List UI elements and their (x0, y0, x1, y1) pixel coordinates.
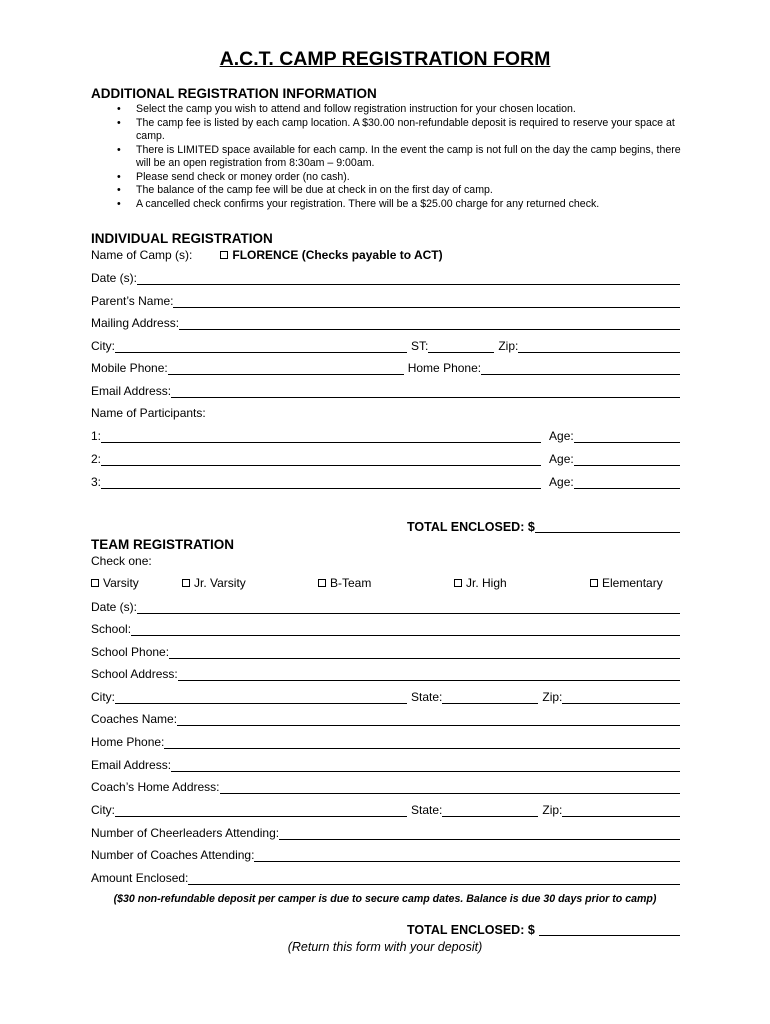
individual-total-row (407, 520, 680, 534)
coach-state-field[interactable] (442, 804, 538, 817)
team-home-phone-field[interactable] (164, 736, 680, 749)
participants-row (91, 405, 680, 421)
check-one-row (91, 553, 680, 569)
coach-city-label: City: (91, 803, 115, 817)
individual-registration-heading: INDIVIDUAL REGISTRATION (91, 231, 273, 246)
age-3-field[interactable] (574, 476, 680, 489)
team-home-phone-row (91, 734, 680, 750)
school-address-row (91, 666, 680, 682)
coaches-count-label: Number of Coaches Attending: (91, 848, 255, 862)
team-state-field[interactable] (442, 691, 538, 704)
school-address-label: School Address: (91, 667, 178, 681)
participant-row (91, 428, 680, 444)
school-phone-row (91, 644, 680, 660)
team-total-row (407, 923, 680, 937)
city-row (91, 338, 680, 354)
team-registration-heading: TEAM REGISTRATION (91, 537, 234, 552)
city-label: City: (91, 339, 115, 353)
team-total-field[interactable] (539, 923, 680, 936)
coaches-name-row (91, 711, 680, 727)
mailing-address-field[interactable] (179, 317, 680, 330)
coach-city-row (91, 802, 680, 818)
dates-label: Date (s): (91, 271, 138, 285)
coach-city-field[interactable] (115, 804, 407, 817)
jr-varsity-checkbox[interactable] (182, 575, 246, 591)
amount-field[interactable] (188, 872, 680, 885)
additional-info-heading: ADDITIONAL REGISTRATION INFORMATION (91, 86, 377, 101)
jr-varsity-label: Jr. Varsity (194, 576, 246, 590)
dates-row (91, 270, 680, 286)
team-dates-row (91, 599, 680, 615)
school-address-field[interactable] (178, 668, 680, 681)
participant-3-label: 3: (91, 475, 102, 489)
age-1-field[interactable] (574, 430, 680, 443)
individual-total-label: TOTAL ENCLOSED: $ (407, 520, 535, 534)
team-total-label: TOTAL ENCLOSED: $ (407, 923, 535, 937)
school-label: School: (91, 622, 132, 636)
checkbox-icon (91, 579, 99, 587)
elementary-label: Elementary (602, 576, 663, 590)
participants-label: Name of Participants: (91, 406, 206, 420)
coaches-name-label: Coaches Name: (91, 712, 178, 726)
checkbox-icon (318, 579, 326, 587)
participant-2-label: 2: (91, 452, 102, 466)
mobile-phone-label: Mobile Phone: (91, 361, 168, 375)
school-phone-label: School Phone: (91, 645, 170, 659)
email-label: Email Address: (91, 384, 172, 398)
individual-total-field[interactable] (535, 520, 680, 533)
checkbox-icon (454, 579, 462, 587)
b-team-checkbox[interactable] (318, 575, 371, 591)
age-label: Age: (549, 452, 574, 466)
info-bullet: • Please send check or money order (no cash). (91, 171, 681, 185)
school-row (91, 621, 680, 637)
participant-1-field[interactable] (101, 430, 541, 443)
florence-checkbox[interactable] (220, 247, 442, 263)
checkbox-icon (590, 579, 598, 587)
school-phone-field[interactable] (169, 646, 680, 659)
participant-row (91, 451, 680, 467)
age-label: Age: (549, 429, 574, 443)
form-title: A.C.T. CAMP REGISTRATION FORM (219, 48, 551, 70)
mobile-phone-field[interactable] (168, 362, 404, 375)
info-bullet: • A cancelled check confirms your registration. There will be a $25.00 charge for any returned check. (91, 198, 681, 212)
varsity-checkbox[interactable] (91, 575, 139, 591)
coach-home-address-row (91, 779, 680, 795)
coaches-count-row (91, 847, 680, 863)
info-bullet: • There is LIMITED space available for each camp. In the event the camp is not full on the day the camp begins, there will be an open registration from 8:30am – 9:00am. (91, 144, 681, 171)
mailing-address-label: Mailing Address: (91, 316, 180, 330)
team-city-label: City: (91, 690, 115, 704)
state-field[interactable] (428, 340, 494, 353)
coach-home-address-field[interactable] (220, 781, 680, 794)
cheerleaders-field[interactable] (279, 827, 680, 840)
camp-name-label: Name of Camp (s): (91, 248, 193, 262)
school-field[interactable] (131, 623, 680, 636)
b-team-label: B-Team (330, 576, 372, 590)
coaches-name-field[interactable] (177, 713, 680, 726)
home-phone-label: Home Phone: (407, 361, 482, 375)
varsity-label: Varsity (103, 576, 139, 590)
dates-field[interactable] (137, 272, 680, 285)
checkbox-icon (182, 579, 190, 587)
check-one-label: Check one: (91, 554, 152, 568)
team-zip-label: Zip: (542, 690, 563, 704)
team-email-label: Email Address: (91, 758, 172, 772)
email-field[interactable] (171, 385, 680, 398)
participant-row (91, 474, 680, 490)
age-label: Age: (549, 475, 574, 489)
coach-zip-field[interactable] (562, 804, 680, 817)
info-bullet: • Select the camp you wish to attend and follow registration instruction for your chosen location. (91, 103, 681, 117)
jr-high-label: Jr. High (466, 576, 507, 590)
elementary-checkbox[interactable] (590, 575, 663, 591)
coach-state-label: State: (411, 803, 443, 817)
state-label: ST: (411, 339, 429, 353)
team-home-phone-label: Home Phone: (91, 735, 165, 749)
amount-label: Amount Enclosed: (91, 871, 189, 885)
deposit-note: ($30 non-refundable deposit per camper is due to secure camp dates. Balance is due 30 days prior to camp) (113, 893, 657, 905)
team-city-row (91, 689, 680, 705)
camp-name-row (91, 247, 680, 263)
info-bullet: • The balance of the camp fee will be due at check in on the first day of camp. (91, 184, 681, 198)
info-bullet: • The camp fee is listed by each camp location. A $30.00 non-refundable deposit is required to reserve your space at camp. (91, 117, 681, 144)
participant-2-field[interactable] (101, 453, 541, 466)
participant-3-field[interactable] (101, 476, 541, 489)
coach-home-address-label: Coach’s Home Address: (91, 780, 220, 794)
zip-field[interactable] (518, 340, 680, 353)
team-email-row (91, 757, 680, 773)
home-phone-field[interactable] (481, 362, 680, 375)
cheerleaders-label: Number of Cheerleaders Attending: (91, 826, 280, 840)
parent-name-label: Parent’s Name: (91, 294, 174, 308)
team-dates-label: Date (s): (91, 600, 138, 614)
cheerleaders-row (91, 825, 680, 841)
age-2-field[interactable] (574, 453, 680, 466)
parent-row (91, 293, 680, 309)
additional-info-list (91, 103, 681, 211)
team-city-field[interactable] (115, 691, 407, 704)
coaches-count-field[interactable] (254, 849, 680, 862)
phone-row (91, 360, 680, 376)
team-zip-field[interactable] (562, 691, 680, 704)
parent-name-field[interactable] (173, 295, 680, 308)
participant-1-label: 1: (91, 429, 102, 443)
team-dates-field[interactable] (137, 601, 680, 614)
florence-option-label: FLORENCE (Checks payable to ACT) (232, 248, 443, 262)
email-row (91, 383, 680, 399)
zip-label: Zip: (498, 339, 519, 353)
team-state-label: State: (411, 690, 443, 704)
city-field[interactable] (115, 340, 407, 353)
coach-zip-label: Zip: (542, 803, 563, 817)
amount-row (91, 870, 680, 886)
return-note: (Return this form with your deposit) (287, 940, 483, 954)
jr-high-checkbox[interactable] (454, 575, 507, 591)
team-email-field[interactable] (171, 759, 680, 772)
mailing-row (91, 315, 680, 331)
checkbox-icon (220, 251, 228, 259)
